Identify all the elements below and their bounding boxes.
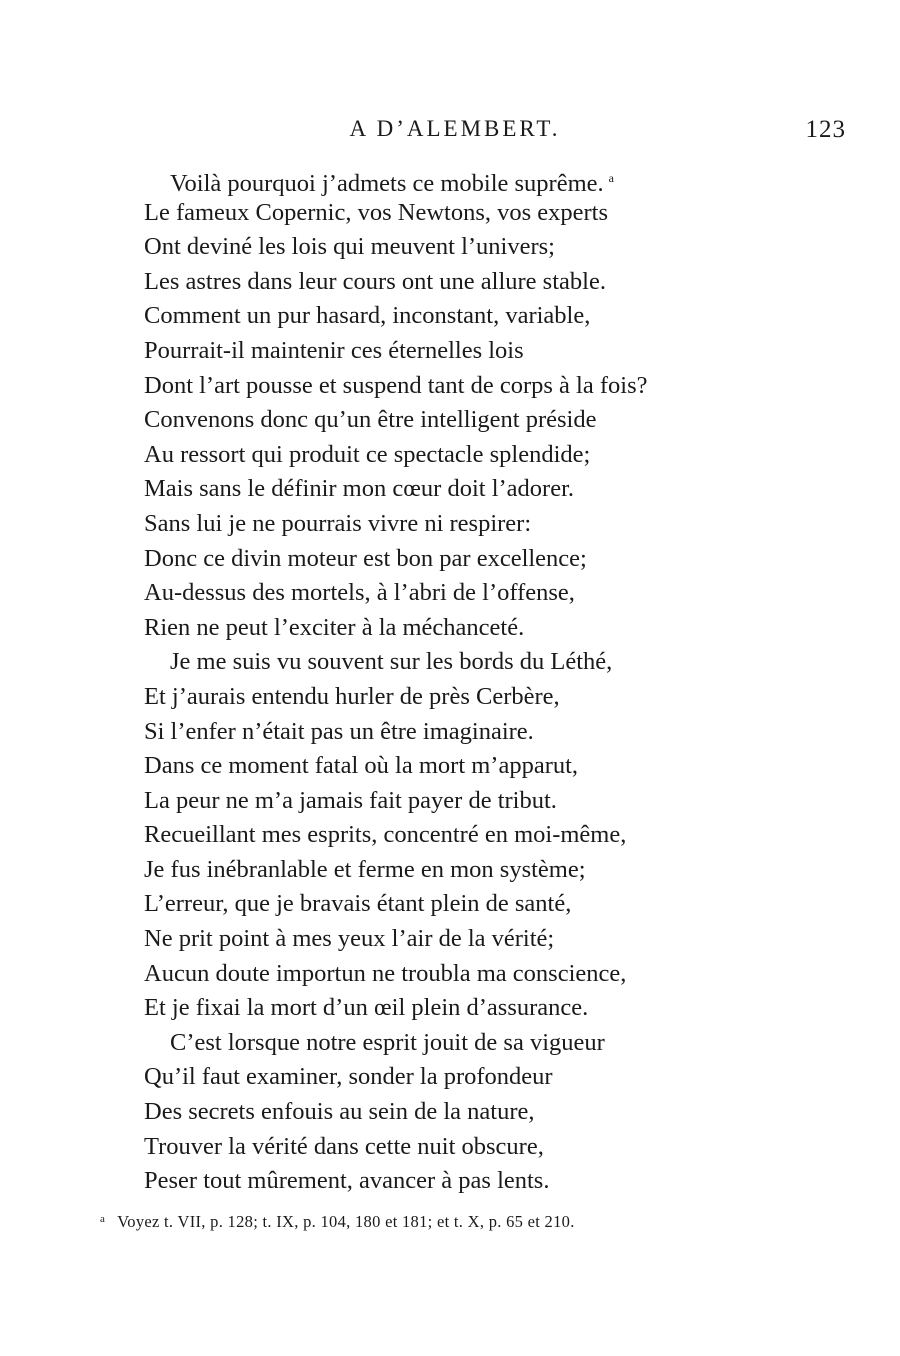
poem-line-text: Voilà pourquoi j’admets ce mobile suprême. [170, 170, 604, 197]
poem-line-text: Les astres dans leur cours ont une allure stable. [144, 267, 606, 295]
poem-line-text: Aucun doute importun ne troubla ma conscience, [144, 959, 627, 987]
poem-line-text: Mais sans le définir mon cœur doit l’adorer. [144, 475, 575, 503]
poem-line [144, 749, 844, 784]
poem-line-text: Si l’enfer n’était pas un être imaginaire. [144, 717, 534, 745]
poem-line-text: Au ressort qui produit ce spectacle splendide; [144, 440, 591, 468]
poem-line [144, 922, 844, 957]
poem-line [144, 265, 844, 300]
poem-line [144, 853, 844, 888]
poem-line-text: Je me suis vu souvent sur les bords du Léthé, [170, 648, 613, 676]
poem-line [144, 542, 844, 577]
poem-line [144, 438, 844, 473]
poem-line-text: Qu’il faut examiner, sonder la profondeur [144, 1063, 553, 1091]
poem-line [144, 299, 844, 334]
poem-line-text: Sans lui je ne pourrais vivre ni respirer: [144, 509, 532, 537]
footnote-marker: a [100, 1213, 106, 1225]
poem-line-text: Trouver la vérité dans cette nuit obscure, [144, 1132, 544, 1160]
poem-line-text: Comment un pur hasard, inconstant, variable, [144, 302, 591, 330]
poem-line [144, 472, 844, 507]
poem-line-text: Peser tout mûrement, avancer à pas lents. [144, 1167, 550, 1195]
poem-line-text: Et je fixai la mort d’un œil plein d’assurance. [144, 994, 589, 1022]
poem-line [144, 611, 844, 646]
poem-line [144, 818, 844, 853]
poem-line [144, 576, 844, 611]
poem-line [144, 887, 844, 922]
poem-line [144, 334, 844, 369]
poem-line-text: Le fameux Copernic, vos Newtons, vos experts [144, 198, 609, 226]
poem [144, 161, 844, 1199]
poem-line [144, 403, 844, 438]
page-number: 123 [805, 116, 846, 143]
poem-line-text: Recueillant mes esprits, concentré en moi-même, [144, 821, 627, 849]
poem-line-text: C’est lorsque notre esprit jouit de sa vigueur [170, 1028, 605, 1056]
running-head [0, 116, 900, 150]
poem-line [144, 1095, 844, 1130]
poem-line-text: Rien ne peut l’exciter à la méchanceté. [144, 613, 525, 641]
poem-line [144, 161, 844, 196]
poem-line-text: La peur ne m’a jamais fait payer de tribut. [144, 786, 557, 814]
poem-line [144, 715, 844, 750]
poem-line-text: Convenons donc qu’un être intelligent préside [144, 406, 597, 434]
poem-line [144, 991, 844, 1026]
poem-line [144, 1060, 844, 1095]
poem-line [144, 507, 844, 542]
running-title: A D’ALEMBERT. [349, 116, 561, 141]
poem-line [144, 369, 844, 404]
poem-line-text: Donc ce divin moteur est bon par excellence; [144, 544, 587, 572]
footnote-reference: a [608, 171, 614, 185]
footnote-text: Voyez t. VII, p. 128; t. IX, p. 104, 180 et 181; et t. X, p. 65 et 210. [117, 1212, 575, 1231]
poem-line [144, 230, 844, 265]
poem-line-text: Et j’aurais entendu hurler de près Cerbère, [144, 682, 560, 710]
poem-line [144, 784, 844, 819]
poem-line [144, 680, 844, 715]
poem-line [144, 645, 844, 680]
poem-line [144, 1130, 844, 1165]
poem-line [144, 1026, 844, 1061]
poem-line [144, 1164, 844, 1199]
poem-line-text: Ont deviné les lois qui meuvent l’univers; [144, 233, 555, 261]
poem-line-text: Dans ce moment fatal où la mort m’apparut, [144, 752, 579, 780]
poem-line-text: L’erreur, que je bravais étant plein de santé, [144, 890, 572, 918]
poem-line-text: Pourrait-il maintenir ces éternelles lois [144, 336, 524, 364]
poem-line [144, 196, 844, 231]
poem-line-text: Ne prit point à mes yeux l’air de la vérité; [144, 925, 555, 953]
poem-line-text: Dont l’art pousse et suspend tant de corps à la fois? [144, 371, 648, 399]
poem-line-text: Au-dessus des mortels, à l’abri de l’offense, [144, 579, 575, 607]
poem-line-text: Des secrets enfouis au sein de la nature, [144, 1098, 535, 1126]
footnote [100, 1212, 575, 1232]
poem-line-text: Je fus inébranlable et ferme en mon système; [144, 855, 586, 883]
poem-line [144, 957, 844, 992]
